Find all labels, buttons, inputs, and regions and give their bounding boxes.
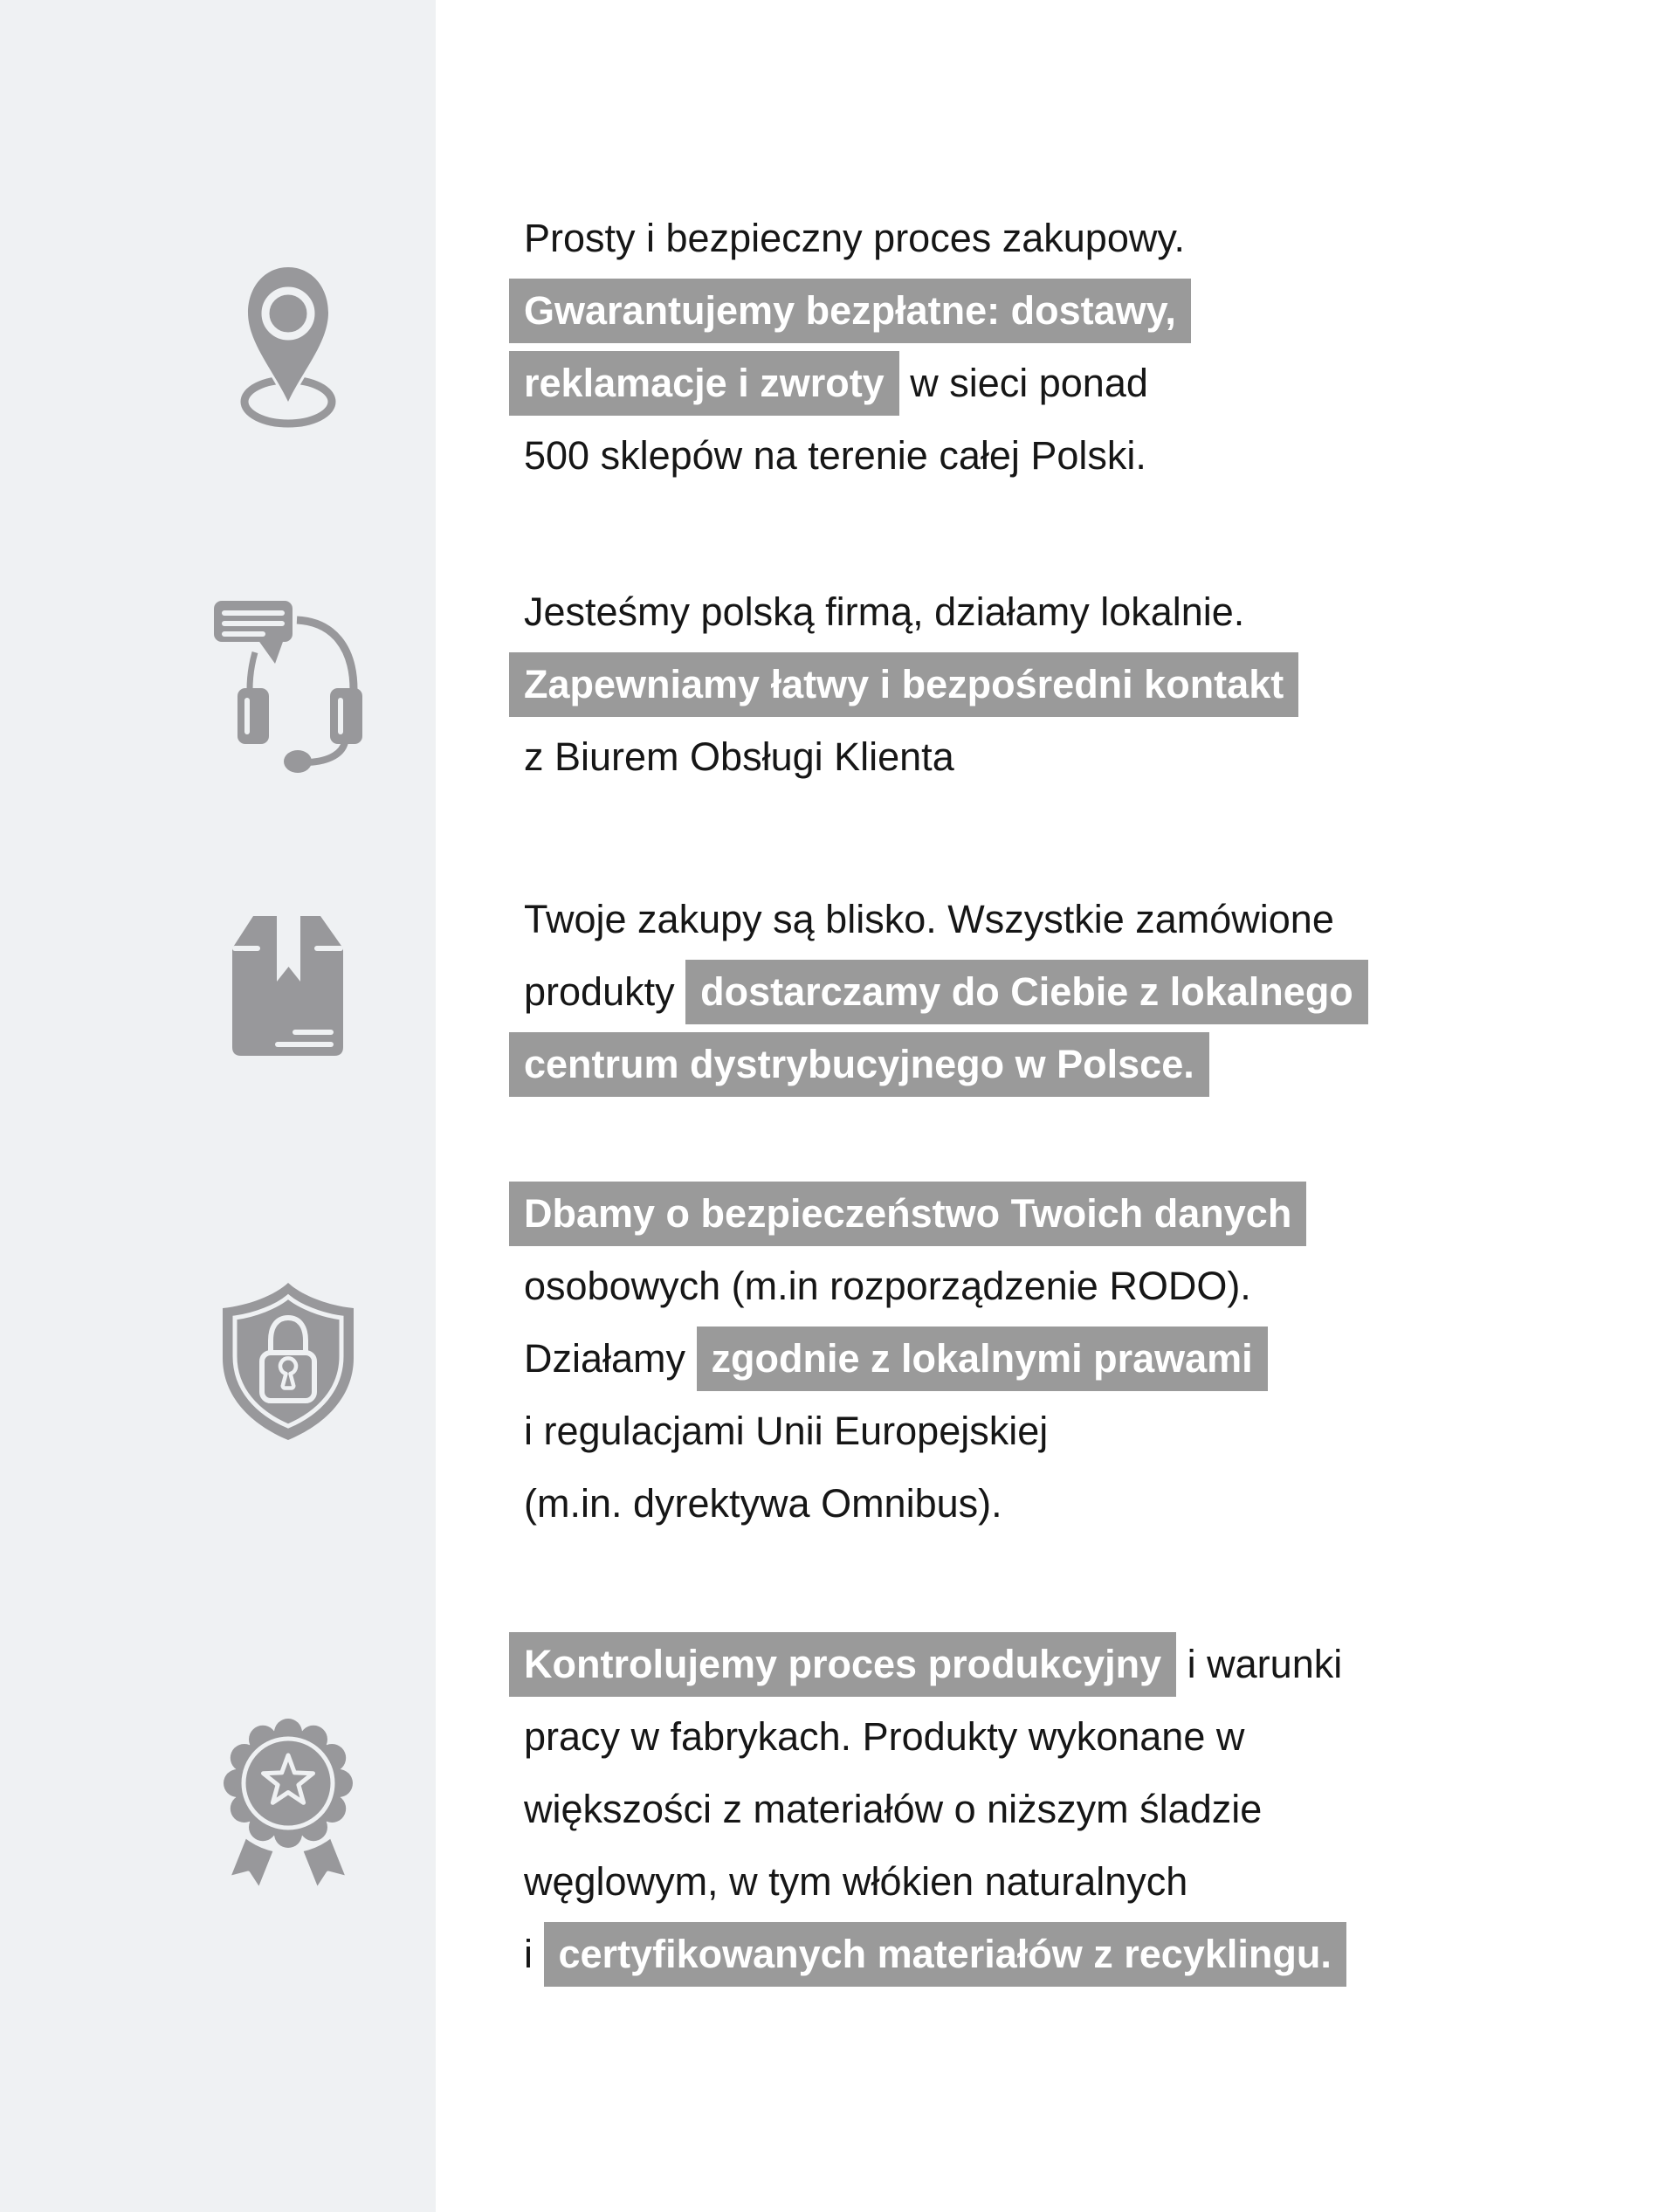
text-line [509, 955, 1600, 1028]
feature-block-data-security [509, 1177, 1600, 1540]
text-line [509, 202, 1600, 274]
text-segment: Twoje zakupy są blisko. Wszystkie zamówione [524, 896, 1334, 941]
text-segment: większości z materiałów o niższym śladzie [524, 1786, 1263, 1831]
text-line [509, 347, 1600, 419]
text-line [509, 1177, 1600, 1250]
package-icon [232, 916, 344, 1058]
text-segment: i regulacjami Unii Europejskiej [524, 1408, 1049, 1453]
text-line [509, 1628, 1600, 1700]
highlight-segment: Dbamy o bezpieczeństwo Twoich danych [509, 1182, 1306, 1246]
highlight-segment: dostarczamy do Ciebie z lokalnego [685, 960, 1368, 1024]
text-segment: i [524, 1931, 544, 1976]
text-line [509, 1322, 1600, 1395]
text-line [509, 1700, 1600, 1773]
text-line [509, 575, 1600, 648]
text-line [509, 1028, 1600, 1100]
text-segment: produkty [524, 968, 686, 1014]
shield-lock-icon [216, 1278, 361, 1444]
text-segment: Działamy [524, 1335, 697, 1381]
text-line [509, 1250, 1600, 1322]
text-segment: w sieci ponad [898, 360, 1148, 405]
highlight-segment: Zapewniamy łatwy i bezpośredni kontakt [509, 652, 1298, 717]
text-line [509, 720, 1600, 793]
highlight-segment: Kontrolujemy proces produkcyjny [509, 1632, 1176, 1697]
location-pin-icon [240, 264, 336, 430]
text-segment: osobowych (m.in rozporządzenie RODO). [524, 1263, 1251, 1308]
text-segment: węglowym, w tym włókien naturalnych [524, 1858, 1188, 1904]
text-segment: Prosty i bezpieczny proces zakupowy. [524, 215, 1186, 260]
text-segment: z Biurem Obsługi Klienta [524, 734, 954, 779]
text-segment: i warunki [1176, 1641, 1343, 1686]
text-line [509, 1773, 1600, 1845]
text-segment: pracy w fabrykach. Produkty wykonane w [524, 1713, 1245, 1759]
text-line [509, 419, 1600, 492]
text-line [509, 1467, 1600, 1540]
feature-block-local-distribution [509, 883, 1600, 1100]
text-segment: 500 sklepów na terenie całej Polski. [524, 432, 1146, 478]
feature-block-delivery [509, 202, 1600, 492]
text-line [509, 1395, 1600, 1467]
highlight-segment: centrum dystrybucyjnego w Polsce. [509, 1032, 1209, 1097]
highlight-segment: Gwarantujemy bezpłatne: dostawy, [509, 279, 1191, 343]
feature-block-contact [509, 575, 1600, 793]
text-line [509, 648, 1600, 720]
customer-support-icon [212, 599, 369, 774]
text-segment: Jesteśmy polską firmą, działamy lokalnie. [524, 589, 1245, 634]
text-line [509, 274, 1600, 347]
highlight-segment: certyfikowanych materiałów z recyklingu. [544, 1922, 1346, 1987]
highlight-segment: zgodnie z lokalnymi prawami [697, 1327, 1268, 1391]
text-line [509, 1918, 1600, 1990]
text-line [509, 1845, 1600, 1918]
feature-block-production-quality [509, 1628, 1600, 1990]
award-badge-icon [207, 1719, 369, 1897]
highlight-segment: reklamacje i zwroty [509, 351, 899, 416]
text-segment: (m.in. dyrektywa Omnibus). [524, 1480, 1002, 1526]
text-line [509, 883, 1600, 955]
